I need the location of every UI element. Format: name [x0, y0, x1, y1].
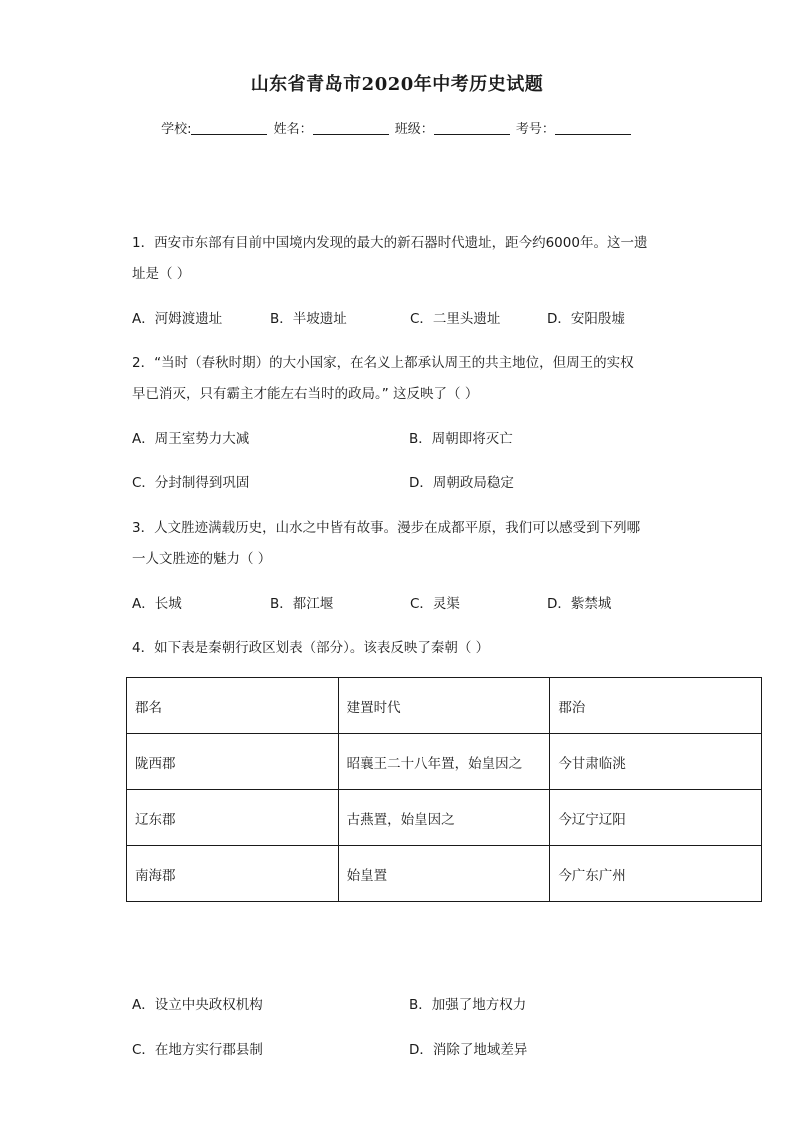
- question-1-line-1: 1．西安市东部有目前中国境内发现的最大的新石器时代遗址，距今约6000年。这一遗: [132, 235, 648, 251]
- question-1-option-c[interactable]: C．二里头遗址: [410, 311, 501, 327]
- question-3-option-a[interactable]: A．长城: [132, 596, 182, 612]
- table-row: [127, 790, 762, 846]
- class-blank[interactable]: [434, 120, 510, 135]
- table-cell: 南海郡: [127, 846, 339, 902]
- question-3-option-d[interactable]: D．紫禁城: [547, 596, 612, 612]
- question-3-line-2: 一人文胜迹的魅力（ ）: [132, 551, 272, 567]
- table-header-cell: 郡名: [127, 678, 339, 734]
- name-blank[interactable]: [313, 120, 389, 135]
- table-header-row: [127, 678, 762, 734]
- question-2-option-c[interactable]: C．分封制得到巩固: [132, 475, 250, 491]
- number-blank[interactable]: [555, 120, 631, 135]
- question-2-option-a[interactable]: A．周王室势力大减: [132, 431, 250, 447]
- question-1-line-2: 址是（ ）: [132, 266, 191, 282]
- table-cell: 今广东广州: [550, 846, 762, 902]
- question-2-option-d[interactable]: D．周朝政局稳定: [409, 475, 514, 491]
- table-cell: 今甘肃临洮: [550, 734, 762, 790]
- table-header-cell: 郡治: [550, 678, 762, 734]
- table-cell: 昭襄王二十八年置，始皇因之: [338, 734, 550, 790]
- question-4-option-b[interactable]: B．加强了地方权力: [409, 997, 527, 1013]
- table-header-cell: 建置时代: [338, 678, 550, 734]
- school-label: 学校:: [161, 122, 192, 137]
- school-blank[interactable]: [191, 120, 267, 135]
- question-4-line-1: 4．如下表是秦朝行政区划表（部分）。该表反映了秦朝（ ）: [132, 640, 490, 656]
- class-label: 班级：: [394, 122, 434, 137]
- number-label: 考号：: [515, 122, 555, 137]
- question-4-option-c[interactable]: C．在地方实行郡县制: [132, 1042, 263, 1058]
- exam-title: 山东省青岛市2020年中考历史试题: [250, 74, 544, 95]
- question-1-option-d[interactable]: D．安阳殷墟: [547, 311, 625, 327]
- name-label: 姓名：: [273, 122, 313, 137]
- question-1-option-a[interactable]: A．河姆渡遗址: [132, 311, 223, 327]
- question-4-option-d[interactable]: D．消除了地域差异: [409, 1042, 528, 1058]
- table-cell: 始皇置: [338, 846, 550, 902]
- question-1-option-b[interactable]: B．半坡遗址: [270, 311, 347, 327]
- table-cell: 古燕置，始皇因之: [338, 790, 550, 846]
- student-info-line: [0, 118, 794, 137]
- table-cell: 今辽宁辽阳: [550, 790, 762, 846]
- table-row: [127, 734, 762, 790]
- question-2-line-2: 早已消灭，只有霸主才能左右当时的政局。” 这反映了（ ）: [132, 386, 479, 402]
- question-4-option-a[interactable]: A．设立中央政权机构: [132, 997, 263, 1013]
- question-3-option-c[interactable]: C．灵渠: [410, 596, 460, 612]
- table-cell: 辽东郡: [127, 790, 339, 846]
- table-row: [127, 846, 762, 902]
- question-2-line-1: 2．“当时（春秋时期）的大小国家，在名义上都承认周王的共主地位，但周王的实权: [132, 355, 634, 371]
- table-cell: 陇西郡: [127, 734, 339, 790]
- question-2-option-b[interactable]: B．周朝即将灭亡: [409, 431, 513, 447]
- question-3-line-1: 3．人文胜迹满载历史，山水之中皆有故事。漫步在成都平原，我们可以感受到下列哪: [132, 520, 641, 536]
- question-3-option-b[interactable]: B．都江堰: [270, 596, 334, 612]
- qin-administrative-table: [126, 677, 762, 902]
